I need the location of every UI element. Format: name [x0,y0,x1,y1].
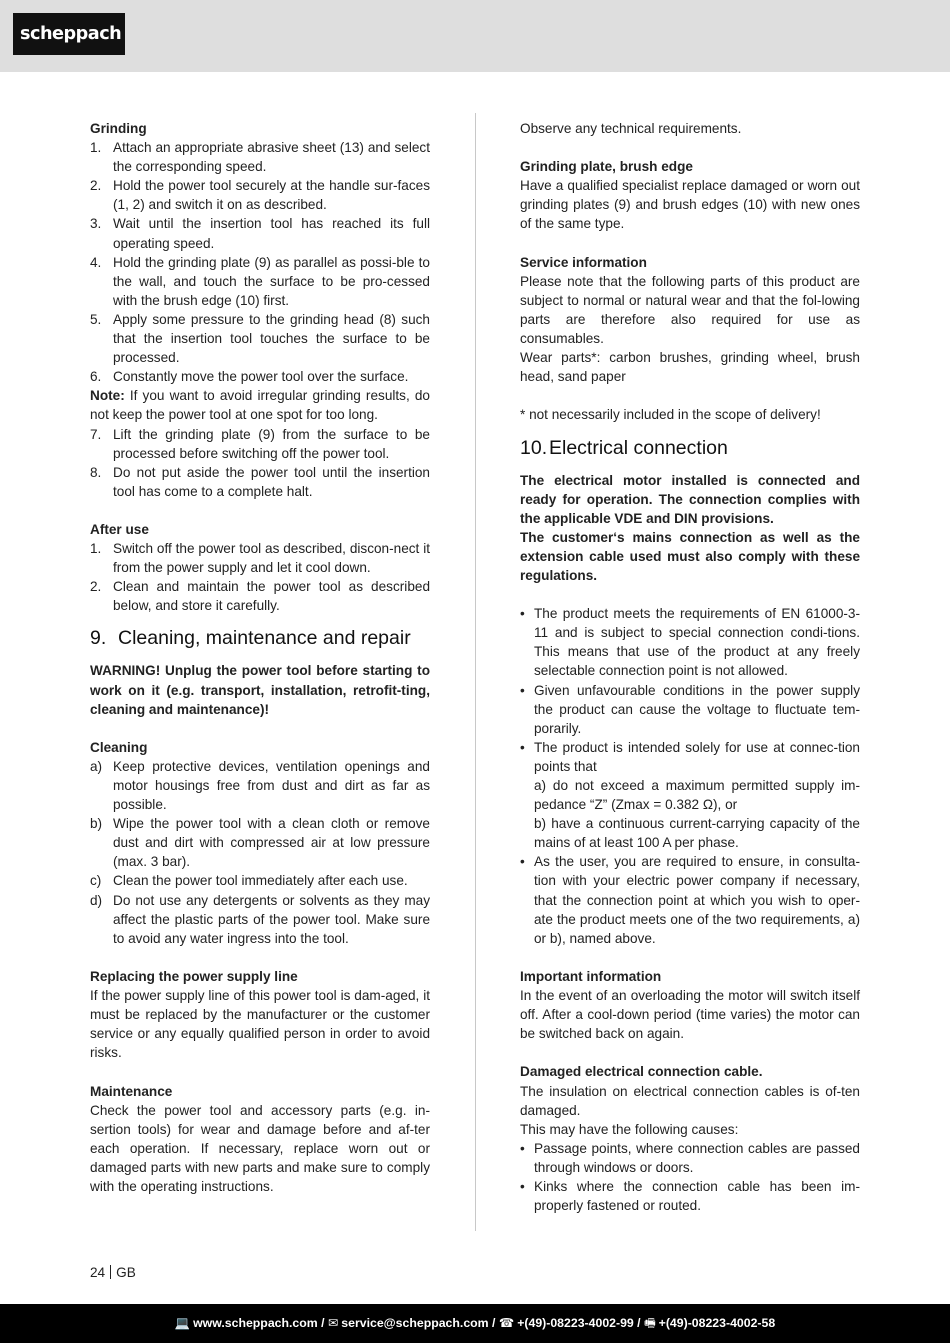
header-bar [0,0,950,72]
section-9-heading: 9. Cleaning, maintenance and repair [90,627,411,650]
left-column [90,119,430,1196]
intro-text: Observe any technical requirements. [520,121,742,136]
list-item-sub: b) have a continuous current-carrying capacity of the mains of at least 100 A per phase. [534,816,860,851]
service-text: Please note that the following parts of this product are subject to normal or natural wear and that the fol-lowing parts are therefore also required for use as consumables. [520,273,860,347]
important-heading: Important information [520,968,662,984]
grinding-plate-heading: Grinding plate, brush edge [520,159,693,175]
maintenance-text: Check the power tool and accessory parts (e.g. in-sertion tools) for wear and damage before and af-ter each operation. If necessary, replace worn out or damaged parts with new parts and make sure to comply with the operating instructions. [90,1102,430,1194]
damaged-text-1: The insulation on electrical connection cables is of-ten damaged. [520,1083,860,1118]
list-item: 4. Hold the grinding plate (9) as parallel as possi-ble to the wall, and touch the surface to be pro-cessed with the brush edge (10) first. [90,254,430,308]
fax-number: +(49)-08223-4002-58 [658,1316,776,1330]
service-heading: Service information [520,254,647,270]
mail-icon: ✉ [327,1316,339,1330]
list-item: • The product is intended solely for use at connec-tion points that [520,739,860,774]
warning-text: WARNING! Unplug the power tool before starting to work on it (e.g. transport, installation, retrofit-ting, cleaning and maintenance)! [90,663,430,717]
fax-icon: 🖷 [644,1316,656,1330]
damaged-cable-heading: Damaged electrical connection cable. [520,1064,763,1080]
list-item: • Passage points, where connection cables are passed through windows or doors. [520,1140,860,1175]
section-10-heading: 10.Electrical connection [520,436,728,459]
list-item: 2. Clean and maintain the power tool as described below, and store it carefully. [90,579,430,614]
list-item: a) Keep protective devices, ventilation openings and motor housings free from dust and dirt as far as possible. [90,758,430,813]
replacing-text: If the power supply line of this power tool is dam-aged, it must be replaced by the manufacturer or the customer service or any equally qualified person in order to avoid risks. [90,988,430,1061]
column-divider [475,113,476,1231]
important-text: In the event of an overloading the motor will switch itself off. After a cool-down period (time varies) the motor can be switched back on again. [520,988,860,1042]
list-item: 6. Constantly move the power tool over the surface. [90,369,409,385]
list-item: 8. Do not put aside the power tool until the insertion tool has come to a complete halt. [90,464,430,499]
footer-bar [0,1304,950,1343]
scheppach-logo: scheppach [13,13,125,55]
grinding-note: Note: If you want to avoid irregular grinding results, do not keep the power tool at one spot for too long. [90,388,430,423]
list-item: 7. Lift the grinding plate (9) from the surface to be processed before switching off the power tool. [90,426,430,461]
list-item: c) Clean the power tool immediately after each use. [90,873,408,889]
list-item: • Given unfavourable conditions in the power supply the product can cause the voltage to fluctuate tem-porarily. [520,682,860,736]
list-item: 2. Hold the power tool securely at the handle sur-faces (1, 2) and switch it on as described. [90,178,430,213]
connection-bold-2: The customer‘s mains connection as well as the extension cable used must also comply with these regulations. [520,529,860,583]
maintenance-heading: Maintenance [90,1083,173,1099]
list-item: b) Wipe the power tool with a clean cloth or remove dust and dirt with compressed air at low pressure (max. 3 bar). [90,816,430,870]
list-item: • As the user, you are required to ensure, in consulta-tion with your electric power company if necessary, that the connection point at which you wish to oper-ate the product meets one of the two requirements, a) or b), named above. [520,854,860,946]
grinding-heading: Grinding [90,121,147,136]
after-use-heading: After use [90,521,149,537]
list-item: 1. Attach an appropriate abrasive sheet (13) and select the corresponding speed. [90,140,430,175]
footnote-text: * not necessarily included in the scope of delivery! [520,407,821,423]
connection-bold-1: The electrical motor installed is connected and ready for operation. The connection complies with the applicable VDE and DIN provisions. [520,472,860,526]
list-item: 3. Wait until the insertion tool has reached its full operating speed. [90,216,430,251]
page-number: 24 GB [90,1265,136,1280]
cleaning-heading: Cleaning [90,739,148,755]
damaged-text-2: This may have the following causes: [520,1121,739,1137]
list-item: • The product meets the requirements of EN 61000-3-11 and is subject to special connection condi-tions. This means that use of the product at any freely selectable connection point is not allowed. [520,606,860,679]
computer-icon: 💻 [174,1316,191,1330]
wear-parts-text: Wear parts*: carbon brushes, grinding wheel, brush head, sand paper [520,350,860,385]
grinding-plate-text: Have a qualified specialist replace damaged or worn out grinding plates (9) and brush edges (10) with new ones of the same type. [520,178,860,232]
list-item-sub: a) do not exceed a maximum permitted supply im-pedance “Z” (Zmax = 0.382 Ω), or [534,778,860,813]
phone-number: +(49)-08223-4002-99 / [517,1316,641,1330]
list-item: d) Do not use any detergents or solvents as they may affect the plastic parts of the power tool. Make sure to avoid any water ingress into the tool. [90,892,430,946]
website-link[interactable]: www.scheppach.com / [193,1316,325,1330]
replacing-heading: Replacing the power supply line [90,968,298,984]
email-link[interactable]: service@scheppach.com / [341,1316,496,1330]
list-item: • Kinks where the connection cable has been im-properly fastened or routed. [520,1178,860,1214]
list-item: 1. Switch off the power tool as described, discon-nect it from the power supply and let it cool down. [90,541,430,576]
right-column [520,119,860,1215]
list-item: 5. Apply some pressure to the grinding head (8) such that the insertion tool touches the surface to be processed. [90,311,430,366]
phone-icon: ☎ [498,1316,515,1330]
